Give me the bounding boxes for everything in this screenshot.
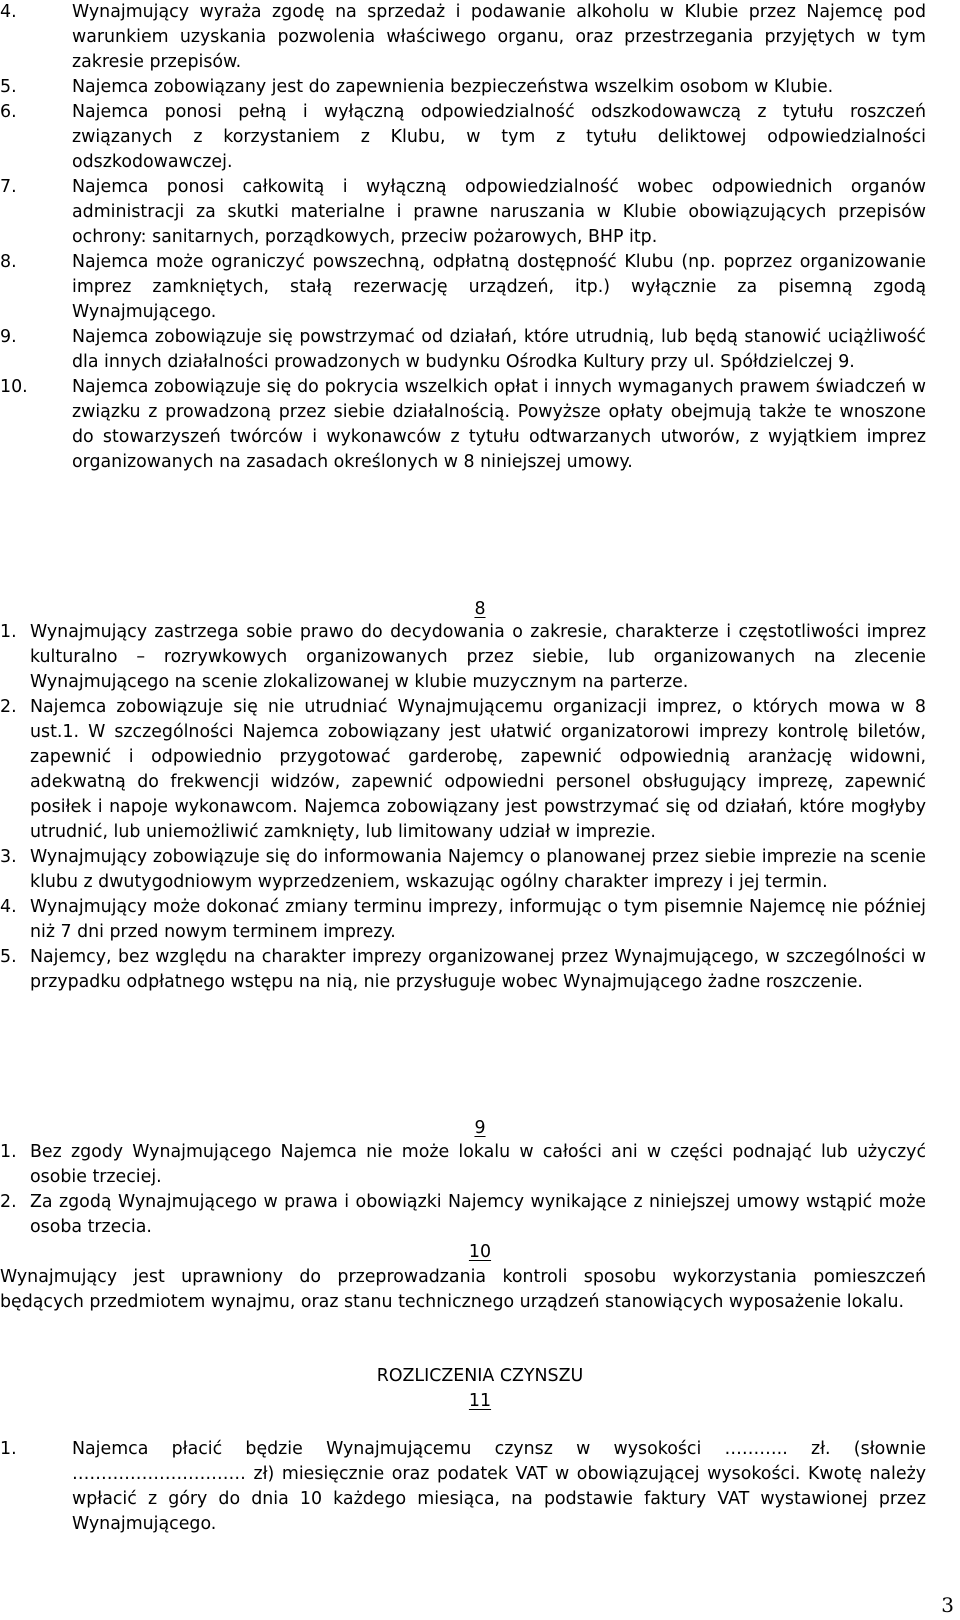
paragraph-7-list [0, 0, 926, 475]
item-text: Najemca płacić będzie Wynajmującemu czynsz w wysokości ……….. zł. (słownie ………………………… zł) miesięcznie oraz podatek VAT w obowiązującej wysokości. Kwotę należy wpłacić z góry do dnia 10 każdego miesiąca, na podstawie faktury VAT wystawionej przez Wynajmującego. [72, 1439, 926, 1534]
section-heading-11 [0, 1389, 960, 1414]
item-number: 3. [0, 847, 17, 867]
item-number: 2. [0, 1192, 17, 1212]
section-heading-text: 8 [474, 599, 486, 619]
item-number: 8. [0, 252, 17, 272]
item-number: 1. [0, 622, 17, 642]
item-text: Najemca ponosi pełną i wyłączną odpowiedzialność odszkodowawczą z tytułu roszczeń związanych z korzystaniem z Klubu, w tym z tytułu deliktowej odpowiedzialności odszkodowawczej. [72, 102, 926, 172]
list-item [0, 620, 926, 695]
section-title: ROZLICZENIA CZYNSZU [376, 1366, 584, 1386]
list-item [0, 325, 926, 375]
item-text: Najemca ponosi całkowitą i wyłączną odpowiedzialność wobec odpowiednich organów administracji za skutki materialne i prawne naruszania w Klubie obowiązujących przepisów ochrony: sanitarnych, porządkowych, przeciw pożarowych, BHP itp. [72, 177, 926, 247]
item-number: 1. [0, 1142, 17, 1162]
section-heading-8 [0, 597, 960, 622]
item-number: 4. [0, 2, 17, 22]
page-number: 3 [941, 1593, 954, 1617]
list-item [0, 1140, 926, 1190]
section-heading-9 [0, 1116, 960, 1141]
list-item [0, 895, 926, 945]
item-text: Wynajmujący zobowiązuje się do informowania Najemcy o planowanej przez siebie imprezie na scenie klubu z dwutygodniowym wyprzedzeniem, wskazując ogólny charakter imprezy i jej termin. [30, 847, 926, 892]
list-item [0, 845, 926, 895]
item-text: Wynajmujący zastrzega sobie prawo do decydowania o zakresie, charakterze i częstotliwości imprez kulturalno – rozrywkowych organizowanych przez siebie, lub organizowanych na zlecenie Wynajmującego na scenie zlokalizowanej w klubie muzycznym na parterze. [30, 622, 926, 692]
item-text: Bez zgody Wynajmującego Najemca nie może lokalu w całości ani w części podnająć lub użyczyć osobie trzeciej. [30, 1142, 926, 1187]
item-text: Wynajmujący może dokonać zmiany terminu imprezy, informując o tym pisemnie Najemcę nie później niż 7 dni przed nowym terminem imprezy. [30, 897, 926, 942]
section-heading-text: 10 [468, 1242, 492, 1262]
item-number: 6. [0, 102, 17, 122]
item-text: Najemca zobowiązuje się nie utrudniać Wynajmującemu organizacji imprez, o których mowa w 8 ust.1. W szczególności Najemca zobowiązany jest ułatwić organizatorowi imprezy kontrolę biletów, zapewnić i odpowiednio przygotować garderobę, zapewnić odpowiednią aranżację widowni, adekwatną do frekwencji widzów, zapewnić odpowiedni personel obsługujący imprezę, zapewnić posiłek i napoje wykonawcom. Najemca zobowiązany jest powstrzymać się od działań, które mogłyby utrudnić, lub uniemożliwić zamknięty, lub limitowany udział w imprezie. [30, 697, 926, 842]
list-item [0, 695, 926, 845]
section-heading-text: 9 [474, 1118, 486, 1138]
list-item [0, 375, 926, 475]
item-number: 9. [0, 327, 17, 347]
list-item [0, 0, 926, 75]
section-heading-text: 11 [468, 1391, 492, 1411]
list-item [0, 100, 926, 175]
paragraph-11-list [0, 1437, 926, 1537]
paragraph-9-list [0, 1140, 926, 1240]
list-item [0, 75, 926, 100]
item-number: 1. [0, 1439, 17, 1459]
list-item [0, 945, 926, 995]
item-number: 10. [0, 377, 28, 397]
item-number: 5. [0, 947, 17, 967]
item-number: 4. [0, 897, 17, 917]
item-number: 5. [0, 77, 17, 97]
list-item [0, 1190, 926, 1240]
item-text: Najemca zobowiązany jest do zapewnienia bezpieczeństwa wszelkim osobom w Klubie. [72, 77, 834, 97]
list-item [0, 175, 926, 250]
item-text: Najemcy, bez względu na charakter imprezy organizowanej przez Wynajmującego, w szczególności w przypadku odpłatnego wstępu na nią, nie przysługuje wobec Wynajmującego żadne roszczenie. [30, 947, 926, 992]
item-text: Za zgodą Wynajmującego w prawa i obowiązki Najemcy wynikające z niniejszej umowy wstąpić może osoba trzecia. [30, 1192, 926, 1237]
paragraph-8-list [0, 620, 926, 995]
item-number: 7. [0, 177, 17, 197]
paragraph-10-text: Wynajmujący jest uprawniony do przeprowadzania kontroli sposobu wykorzystania pomieszczeń będących przedmiotem wynajmu, oraz stanu technicznego urządzeń stanowiących wyposażenie lokalu. [0, 1267, 926, 1312]
list-item [0, 1437, 926, 1537]
item-text: Najemca może ograniczyć powszechną, odpłatną dostępność Klubu (np. poprzez organizowanie imprez zamkniętych, stałą rezerwację urządzeń, itp.) wyłącznie za pisemną zgodą Wynajmującego. [72, 252, 926, 322]
section-heading-10 [0, 1240, 960, 1265]
list-item [0, 250, 926, 325]
item-text: Najemca zobowiązuje się do pokrycia wszelkich opłat i innych wymaganych prawem świadczeń w związku z prowadzoną przez siebie działalnością. Powyższe opłaty obejmują także te wnoszone do stowarzyszeń twórców i wykonawców z tytułu odtwarzanych utworów, z wyjątkiem imprez organizowanych na zasadach określonych w 8 niniejszej umowy. [72, 377, 926, 472]
item-text: Wynajmujący wyraża zgodę na sprzedaż i podawanie alkoholu w Klubie przez Najemcę pod warunkiem uzyskania pozwolenia właściwego organu, oraz przestrzegania przyjętych w tym zakresie przepisów. [72, 2, 926, 72]
item-text: Najemca zobowiązuje się powstrzymać od działań, które utrudnią, lub będą stanowić uciążliwość dla innych działalności prowadzonych w budynku Ośrodka Kultury przy ul. Spółdzielczej 9. [72, 327, 926, 372]
item-number: 2. [0, 697, 17, 717]
